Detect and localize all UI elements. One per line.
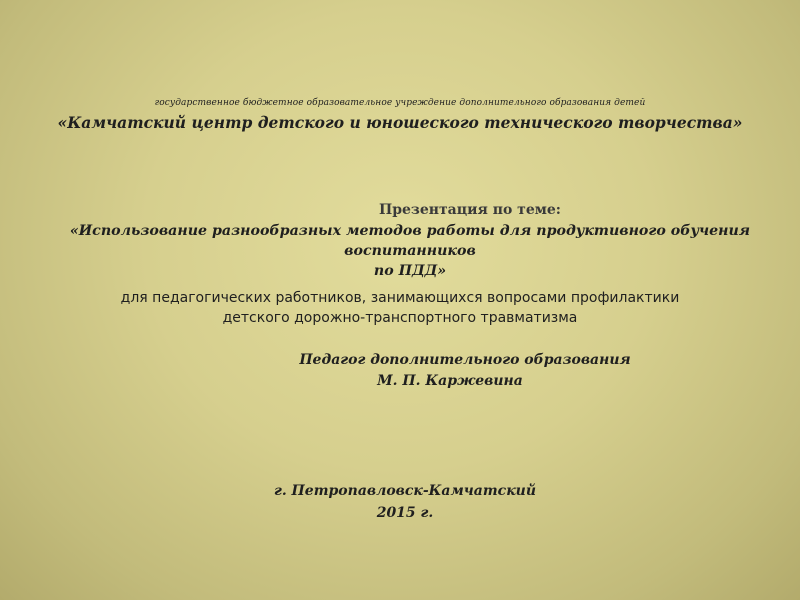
audience-description (0, 288, 800, 328)
audience-line-1: для педагогических работников, занимающихся вопросами профилактики (120, 290, 680, 306)
author-name: М. П. Каржевина (377, 373, 523, 389)
author-role: Педагог дополнительного образования (299, 352, 631, 368)
topic-title-line-1: «Использование разнообразных методов работы для продуктивного обучения воспитанников (69, 223, 751, 259)
audience-line-2: детского дорожно-транспортного травматизма (222, 310, 578, 326)
topic-title (10, 221, 800, 281)
year: 2015 г. (376, 505, 434, 521)
topic-title-line-2: по ПДД» (373, 263, 447, 279)
topic-heading: Презентация по теме: (379, 202, 561, 218)
city: г. Петропавловск-Камчатский (273, 483, 537, 499)
institution-name: «Камчатский центр детского и юношеского технического творчества» (57, 113, 743, 132)
institution-type: государственное бюджетное образовательное учреждение дополнительного образования детей (154, 98, 646, 108)
